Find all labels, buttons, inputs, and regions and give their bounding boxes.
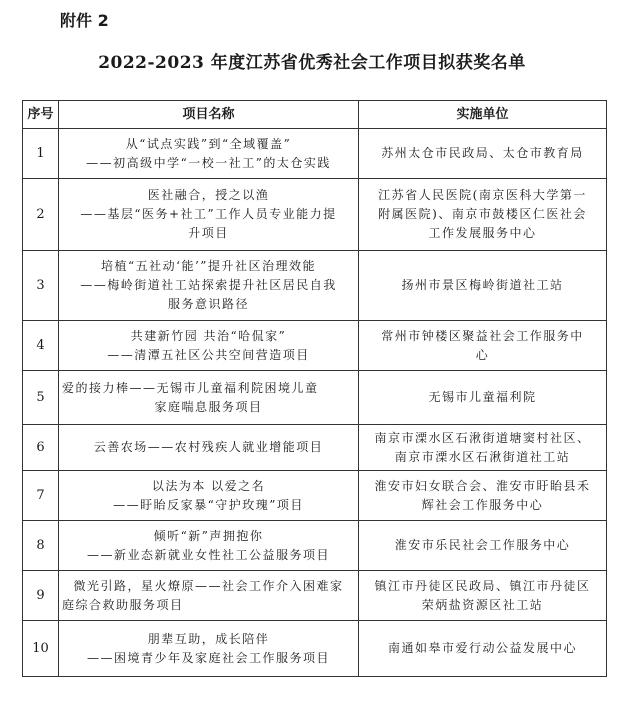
project-line: 以法为本 以爱之名 [151, 478, 266, 493]
table-row [23, 571, 607, 621]
unit-line: 心 [475, 347, 490, 362]
unit-line: 镇江市丹徒区民政局、镇江市丹徒区 [374, 578, 591, 593]
project-name [59, 571, 359, 621]
row-number: 7 [23, 471, 59, 521]
column-header-no: 序号 [23, 101, 59, 129]
project-line: 共建新竹园 共治“哈侃家” [130, 328, 287, 343]
unit-line: 工作发展服务中心 [428, 226, 537, 240]
project-name [59, 425, 359, 471]
project-line: ——新业态新就业女性社工公益服务项目 [86, 547, 330, 562]
project-line: ——盱眙反家暴“守护玫瑰”项目 [113, 497, 304, 512]
row-number: 2 [23, 179, 59, 251]
implementing-unit [359, 571, 607, 621]
unit-line: 淮安市妇女联合会、淮安市盱眙县禾 [374, 478, 591, 493]
project-line: ——基层“医务+社工”工作人员专业能力提 [80, 207, 337, 221]
project-line: 从“试点实践”到“全域覆盖” [125, 136, 292, 151]
project-line: 家庭喘息服务项目 [154, 399, 263, 414]
unit-line: 淮安市乐民社会工作服务中心 [394, 538, 571, 552]
table-row [23, 621, 607, 677]
project-name [59, 521, 359, 571]
unit-line: 南京市溧水区石湫街道社工站 [394, 449, 571, 464]
row-number: 4 [23, 321, 59, 371]
table-header-row [23, 101, 607, 129]
project-line: 医社融合，授之以渔 [147, 188, 270, 202]
table-row [23, 371, 607, 425]
unit-line: 无锡市儿童福利院 [428, 390, 537, 404]
project-name [59, 129, 359, 179]
project-line: 爱的接力棒——无锡市儿童福利院困境儿童 [62, 380, 319, 395]
implementing-unit [359, 425, 607, 471]
project-line: ——困境青少年及家庭社会工作服务项目 [86, 650, 330, 665]
implementing-unit [359, 371, 607, 425]
table-row [23, 251, 607, 321]
implementing-unit [359, 521, 607, 571]
unit-line: 苏州太仓市民政局、太仓市教育局 [381, 146, 584, 160]
project-line: 云善农场——农村残疾人就业增能项目 [93, 440, 324, 454]
project-name [59, 371, 359, 425]
unit-line: 江苏省人民医院(南京医科大学第一 [378, 188, 587, 202]
project-line: ——清潭五社区公共空间营造项目 [107, 347, 310, 362]
implementing-unit [359, 621, 607, 677]
project-name [59, 321, 359, 371]
project-line: 服务意识路径 [167, 297, 249, 311]
table-row [23, 425, 607, 471]
document-title: 2022-2023 年度江苏省优秀社会工作项目拟获奖名单 [98, 53, 526, 73]
table-row [23, 179, 607, 251]
implementing-unit [359, 471, 607, 521]
implementing-unit [359, 129, 607, 179]
implementing-unit [359, 179, 607, 251]
project-line: ——梅岭街道社工站探索提升社区居民自我 [80, 278, 337, 292]
table-row [23, 129, 607, 179]
project-line: 庭综合救助服务项目 [62, 597, 184, 612]
row-number: 9 [23, 571, 59, 621]
attachment-label: 附件 2 [60, 11, 109, 30]
unit-line: 扬州市景区梅岭街道社工站 [401, 278, 564, 292]
project-line: 升项目 [188, 226, 229, 240]
unit-line: 附属医院)、南京市鼓楼区仁医社会 [378, 207, 587, 221]
implementing-unit [359, 321, 607, 371]
project-line: ——初高级中学“一校一社工”的太仓实践 [86, 155, 331, 170]
project-line: 微光引路，星火燎原——社会工作介入困难家 [73, 578, 344, 593]
row-number: 8 [23, 521, 59, 571]
project-name [59, 251, 359, 321]
award-table [22, 100, 607, 677]
row-number: 5 [23, 371, 59, 425]
row-number: 1 [23, 129, 59, 179]
unit-line: 南通如皋市爱行动公益发展中心 [387, 641, 577, 655]
project-line: 倾听“新”声拥抱你 [153, 528, 264, 543]
project-line: 培植“五社动‘能’”提升社区治理效能 [101, 259, 316, 273]
project-name [59, 621, 359, 677]
project-name [59, 179, 359, 251]
row-number: 3 [23, 251, 59, 321]
column-header-unit: 实施单位 [359, 101, 607, 129]
unit-line: 辉社会工作服务中心 [421, 497, 544, 512]
row-number: 6 [23, 425, 59, 471]
table-row [23, 521, 607, 571]
table-row [23, 321, 607, 371]
unit-line: 南京市溧水区石湫街道塘窦村社区、 [374, 430, 591, 445]
project-name [59, 471, 359, 521]
unit-line: 荣炳盐资源区社工站 [421, 597, 544, 612]
project-line: 朋辈互助，成长陪伴 [147, 631, 270, 646]
table-row [23, 471, 607, 521]
unit-line: 常州市钟楼区聚益社会工作服务中 [381, 328, 584, 343]
implementing-unit [359, 251, 607, 321]
row-number: 10 [23, 621, 59, 677]
column-header-project: 项目名称 [59, 101, 359, 129]
